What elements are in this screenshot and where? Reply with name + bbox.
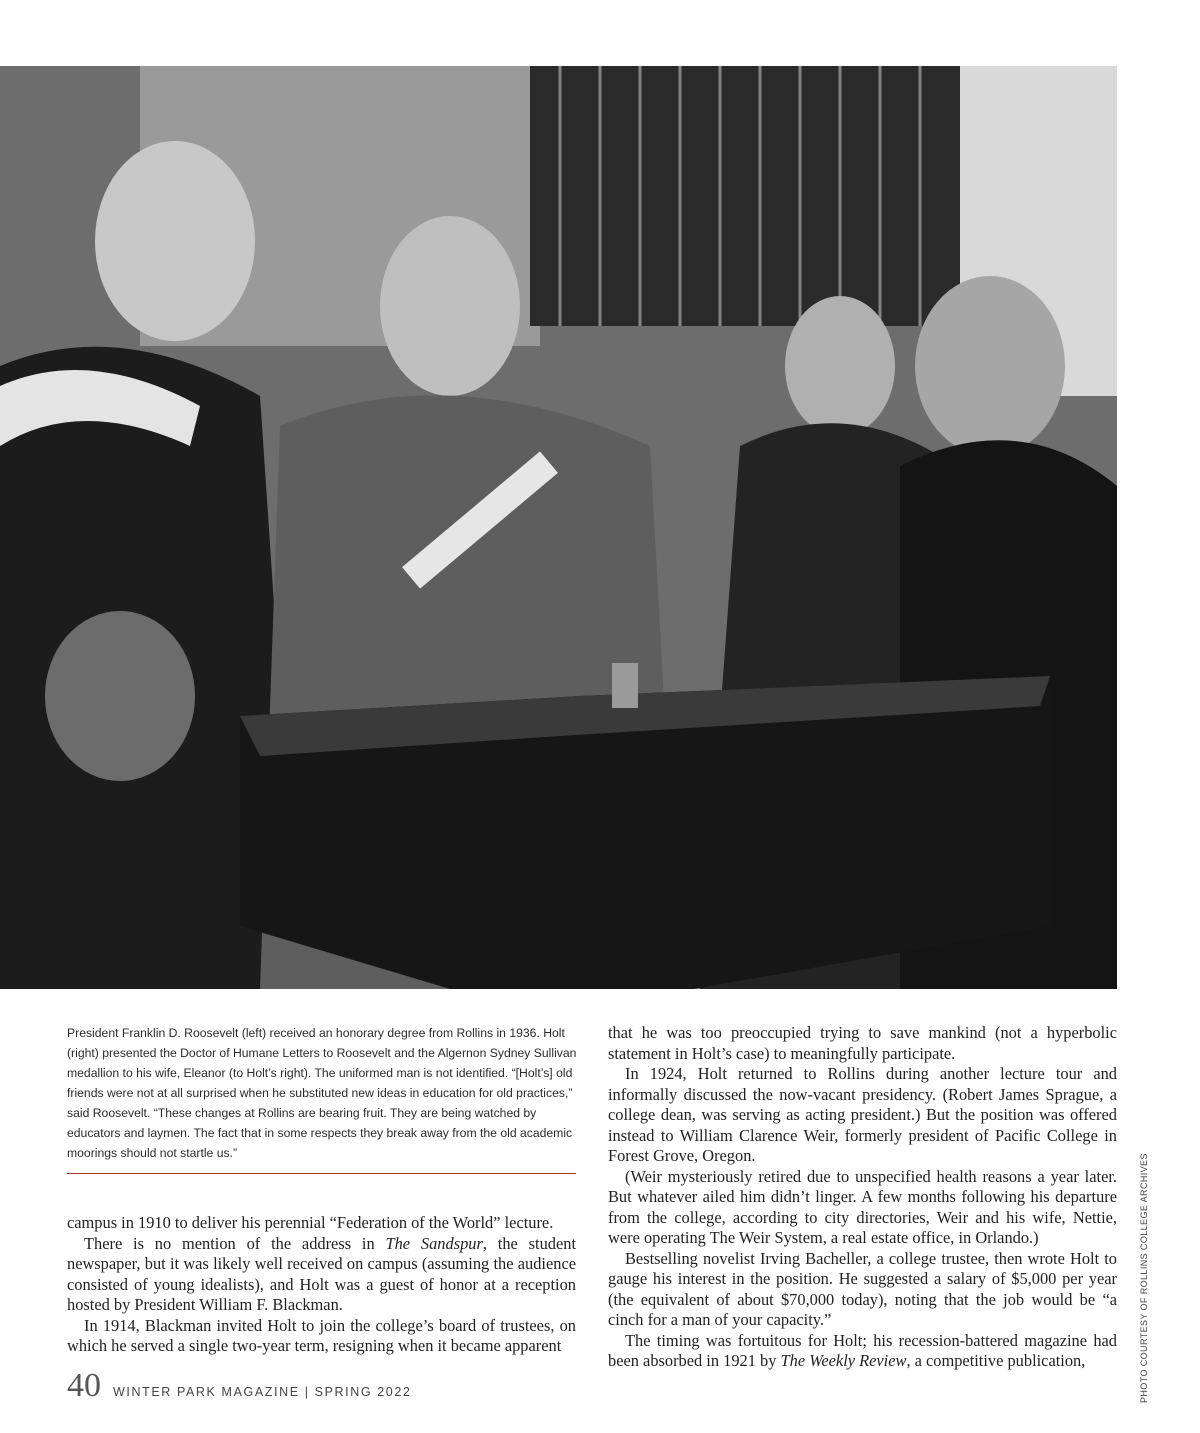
publication-title: The Weekly Review: [780, 1351, 907, 1370]
paragraph: Bestselling novelist Irving Bacheller, a college trustee, then wrote Holt to gauge his interest in the position. He suggested a salary of $5,000 per year (the equivalent of about $70,000 today), noting that the job would be “a cinch for a man of your capacity.”: [608, 1248, 1117, 1329]
paragraph: campus in 1910 to deliver his perennial “Federation of the World” lecture.: [67, 1213, 554, 1232]
right-column: [608, 1023, 1117, 1372]
page-number: 40: [67, 1367, 101, 1404]
paragraph: In 1924, Holt returned to Rollins during another lecture tour and informally discussed the now-vacant presidency. (Robert James Sprague, a college dean, was serving as acting president.) But the position was offered instead to William Clarence Weir, formerly president of Pacific College in Forest Grove, Oregon.: [608, 1064, 1117, 1165]
paragraph: The timing was fortuitous for Holt; his recession-battered magazine had been absorbed in 1921 by The Weekly Review, a competitive publication,: [608, 1330, 1117, 1370]
paragraph: that he was too preoccupied trying to save mankind (not a hyperbolic statement in Holt’s case) to meaningfully participate.: [608, 1023, 1117, 1063]
page-footer: [67, 1368, 411, 1404]
left-column: [67, 1213, 576, 1357]
historical-photo: [0, 66, 1117, 989]
caption-divider: [67, 1173, 576, 1174]
paragraph: There is no mention of the address in The Sandspur, the student newspaper, but it was likely well received on campus (assuming the audience consisted of young idealists), and Holt was a guest of honor at a reception hosted by President William F. Blackman.: [67, 1233, 576, 1314]
photo-credit: PHOTO COURTESY OF ROLLINS COLLEGE ARCHIVES: [1139, 1153, 1149, 1403]
publication-title: The Sandspur: [385, 1233, 483, 1253]
paragraph: (Weir mysteriously retired due to unspecified health reasons a year later. But whatever ailed him didn’t linger. A few months following his departure from the college, according to city directories, Weir and his wife, Nettie, were operating The Weir System, a real estate office, in Orlando.): [608, 1166, 1117, 1247]
photo-illustration: [0, 66, 1117, 989]
publication-name: WINTER PARK MAGAZINE | SPRING 2022: [113, 1385, 412, 1399]
paragraph: In 1914, Blackman invited Holt to join the college’s board of trustees, on which he served a single two-year term, resigning when it became apparent: [67, 1315, 576, 1355]
photo-caption: President Franklin D. Roosevelt (left) received an honorary degree from Rollins in 1936. Holt (right) presented the Doctor of Humane Letters to Roosevelt and the Algernon Sydney Sullivan medallion to his wife, Eleanor (to Holt’s right). The uniformed man is not identified. “[Holt’s] old friends were not at all surprised when he substituted new ideas in education for old practices,” said Roosevelt. “These changes at Rollins are bearing fruit. They are being watched by educators and laymen. The fact that in some respects they break away from the old academic moorings should not startle us.”: [67, 1026, 577, 1160]
